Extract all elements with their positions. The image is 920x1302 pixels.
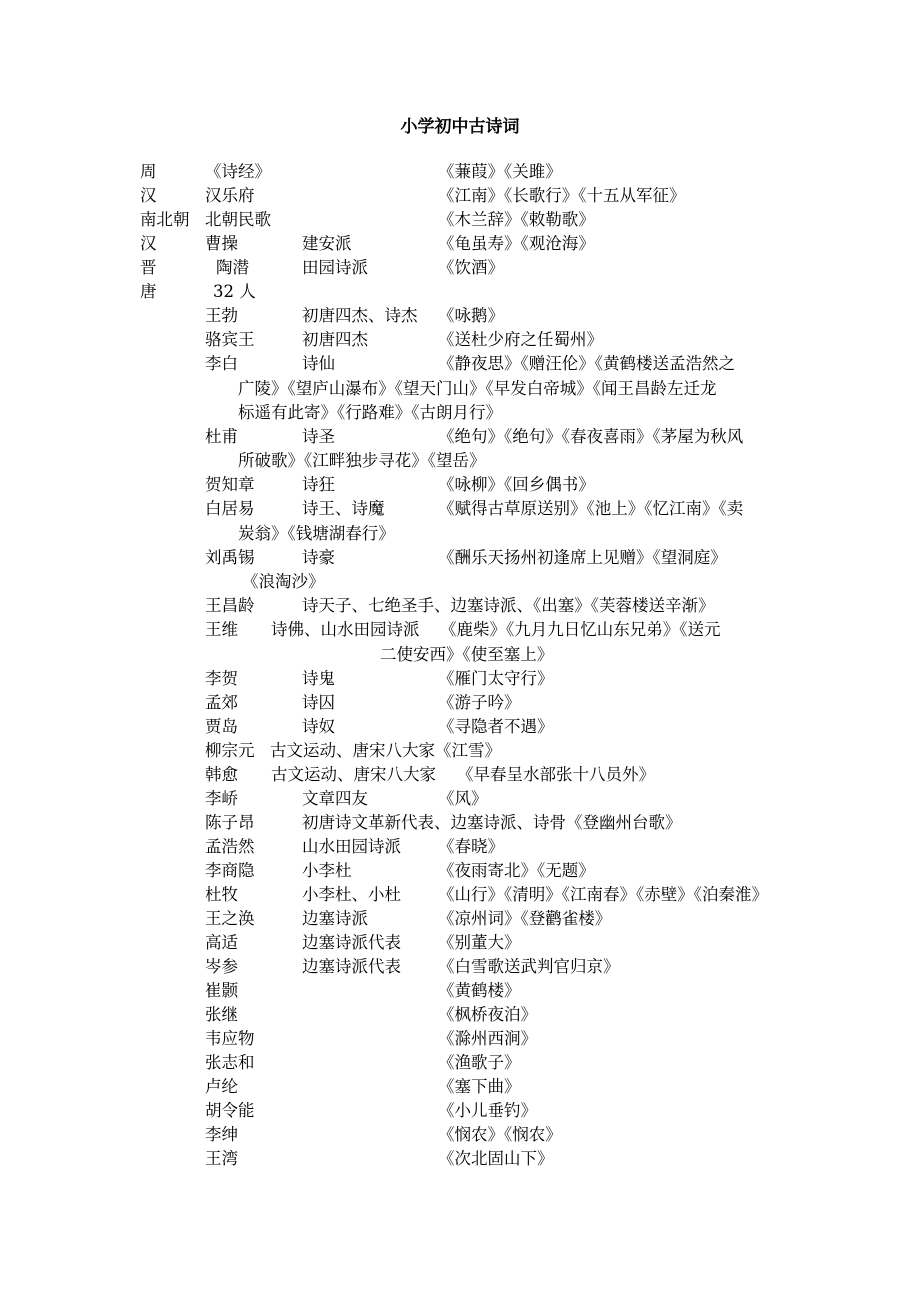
poet-name: 杜甫 [205,427,238,446]
poet-title: 诗王、诗魔 [302,499,385,518]
poet-title: 小李杜、小杜 [302,885,401,904]
poet-title: 诗天子、七绝圣手、边塞诗派、《出塞》《芙蓉楼送辛渐》 [302,596,715,615]
poem-works: 《别董大》 [438,933,521,952]
poet-title: 边塞诗派代表 [302,933,401,952]
poem-works: 《静夜思》《赠汪伦》《黄鹤楼送孟浩然之 [438,354,735,373]
poem-works: 《小儿垂钓》 [438,1101,537,1120]
poet-name: 张志和 [205,1053,255,1072]
poem-works: 《江南》《长歌行》《十五从军征》 [438,186,686,205]
poet-name: 韦应物 [205,1029,255,1048]
poem-works: 《悯农》《悯农》 [438,1125,562,1144]
poet-title: 文章四友 [302,789,368,808]
dynasty-label: 南北朝 [140,210,190,229]
poet-title: 古文运动、唐宋八大家 [271,765,436,784]
poem-works: 《滁州西涧》 [438,1029,537,1048]
poem-works: 《游子吟》 [438,693,521,712]
dynasty-label: 唐 [140,282,157,301]
poem-works: 《白雪歌送武判官归京》 [438,957,620,976]
poem-works: 《寻隐者不遇》 [438,717,554,736]
poem-works: 《渔歌子》 [438,1053,521,1072]
dynasty-label: 晋 [140,258,157,277]
poet-name: 岑参 [205,957,238,976]
poet-name: 张继 [205,1005,238,1024]
poem-works: 《赋得古草原送别》《池上》《忆江南》《卖 [438,499,744,518]
poet-title: 诗奴 [302,717,335,736]
page-title: 小学初中古诗词 [400,117,520,137]
poet-title: 古文运动、唐宋八大家《江雪》 [270,741,501,760]
poet-name: 曹操 [205,234,238,253]
poet-title: 初唐四杰 [302,330,368,349]
poet-title: 诗佛、山水田园诗派 [271,620,420,639]
poet-name: 刘禹锡 [205,548,255,567]
poem-works: 《蒹葭》《关雎》 [438,162,562,181]
poet-name: 李峤 [205,789,238,808]
poet-title: 诗豪 [302,548,335,567]
poet-title: 初唐四杰、诗杰 [302,306,418,325]
poem-works: 广陵》《望庐山瀑布》《望天门山》《早发白帝城》《闻王昌龄左迁龙 [238,379,717,398]
poet-name: 卢纶 [205,1077,238,1096]
poet-name: 李商隐 [205,861,255,880]
poet-title: 诗鬼 [302,669,335,688]
poet-name: 李贺 [205,669,238,688]
poem-works: 《饮酒》 [438,258,504,277]
poet-title: 小李杜 [302,861,352,880]
dynasty-label: 周 [140,162,157,181]
poet-title: 诗圣 [302,427,335,446]
poet-title: 诗仙 [302,354,335,373]
poet-name: 32 人 [213,282,256,301]
poet-name: 孟郊 [205,693,238,712]
poet-name: 汉乐府 [205,186,255,205]
poem-works: 《绝句》《绝句》《春夜喜雨》《茅屋为秋风 [438,427,744,446]
poet-name: 陶潜 [216,258,249,277]
poet-name: 韩愈 [205,765,238,784]
poet-name: 柳宗元 [205,741,255,760]
poet-title: 山水田园诗派 [302,837,401,856]
poem-works: 《夜雨寄北》《无题》 [438,861,595,880]
poem-works: 《龟虽寿》《观沧海》 [438,234,595,253]
poem-works: 《黄鹤楼》 [438,981,521,1000]
poem-works: 《次北固山下》 [438,1149,554,1168]
poet-name: 王之涣 [205,909,255,928]
poet-name: 陈子昂 [205,813,255,832]
poet-title: 田园诗派 [302,258,368,277]
dynasty-label: 汉 [140,186,157,205]
poet-title: 诗囚 [302,693,335,712]
poet-name: 北朝民歌 [205,210,271,229]
poem-works: 《浪淘沙》 [242,572,325,591]
poem-works: 《风》 [438,789,488,808]
poet-name: 骆宾王 [205,330,255,349]
dynasty-label: 汉 [140,234,157,253]
poem-works: 炭翁》《钱塘湖春行》 [238,524,395,543]
poet-name: 贾岛 [205,717,238,736]
poet-name: 白居易 [205,499,255,518]
poet-name: 《诗经》 [205,162,271,181]
poet-name: 王昌龄 [205,596,255,615]
poet-name: 李白 [205,354,238,373]
poem-works: 《咏柳》《回乡偶书》 [438,475,595,494]
poet-title: 诗狂 [302,475,335,494]
poet-name: 李绅 [205,1125,238,1144]
poet-name: 王湾 [205,1149,238,1168]
poet-name: 孟浩然 [205,837,255,856]
poet-name: 高适 [205,933,238,952]
poet-name: 贺知章 [205,475,255,494]
poet-title: 建安派 [302,234,352,253]
poem-works: 《塞下曲》 [438,1077,521,1096]
poem-works: 《木兰辞》《敕勒歌》 [438,210,595,229]
poet-name: 王勃 [205,306,238,325]
poem-works: 二使安西》《使至塞上》 [380,645,554,664]
poet-title: 边塞诗派 [302,909,368,928]
poem-works: 《早春呈水部张十八员外》 [457,765,655,784]
poem-works: 《春晓》 [438,837,504,856]
poet-name: 崔颢 [205,981,238,1000]
poem-works: 《送杜少府之任蜀州》 [438,330,603,349]
poem-works: 《山行》《清明》《江南春》《赤壁》《泊秦淮》 [438,885,768,904]
poet-name: 王维 [205,620,238,639]
poem-works: 《凉州词》《登鹳雀楼》 [438,909,612,928]
poem-works: 标遥有此寄》《行路难》《古朗月行》 [238,403,502,422]
poem-works: 《鹿柴》《九月九日忆山东兄弟》《送元 [440,620,721,639]
poem-works: 《枫桥夜泊》 [438,1005,537,1024]
poem-works: 《酬乐天扬州初逢席上见赠》《望洞庭》 [438,548,727,567]
poem-works: 所破歌》《江畔独步寻花》《望岳》 [238,451,486,470]
poem-works: 《雁门太守行》 [438,669,554,688]
poet-name: 胡令能 [205,1101,255,1120]
poet-title: 边塞诗派代表 [302,957,401,976]
poet-title: 初唐诗文革新代表、边塞诗派、诗骨《登幽州台歌》 [302,813,682,832]
poem-works: 《咏鹅》 [438,306,504,325]
poet-name: 杜牧 [205,885,238,904]
